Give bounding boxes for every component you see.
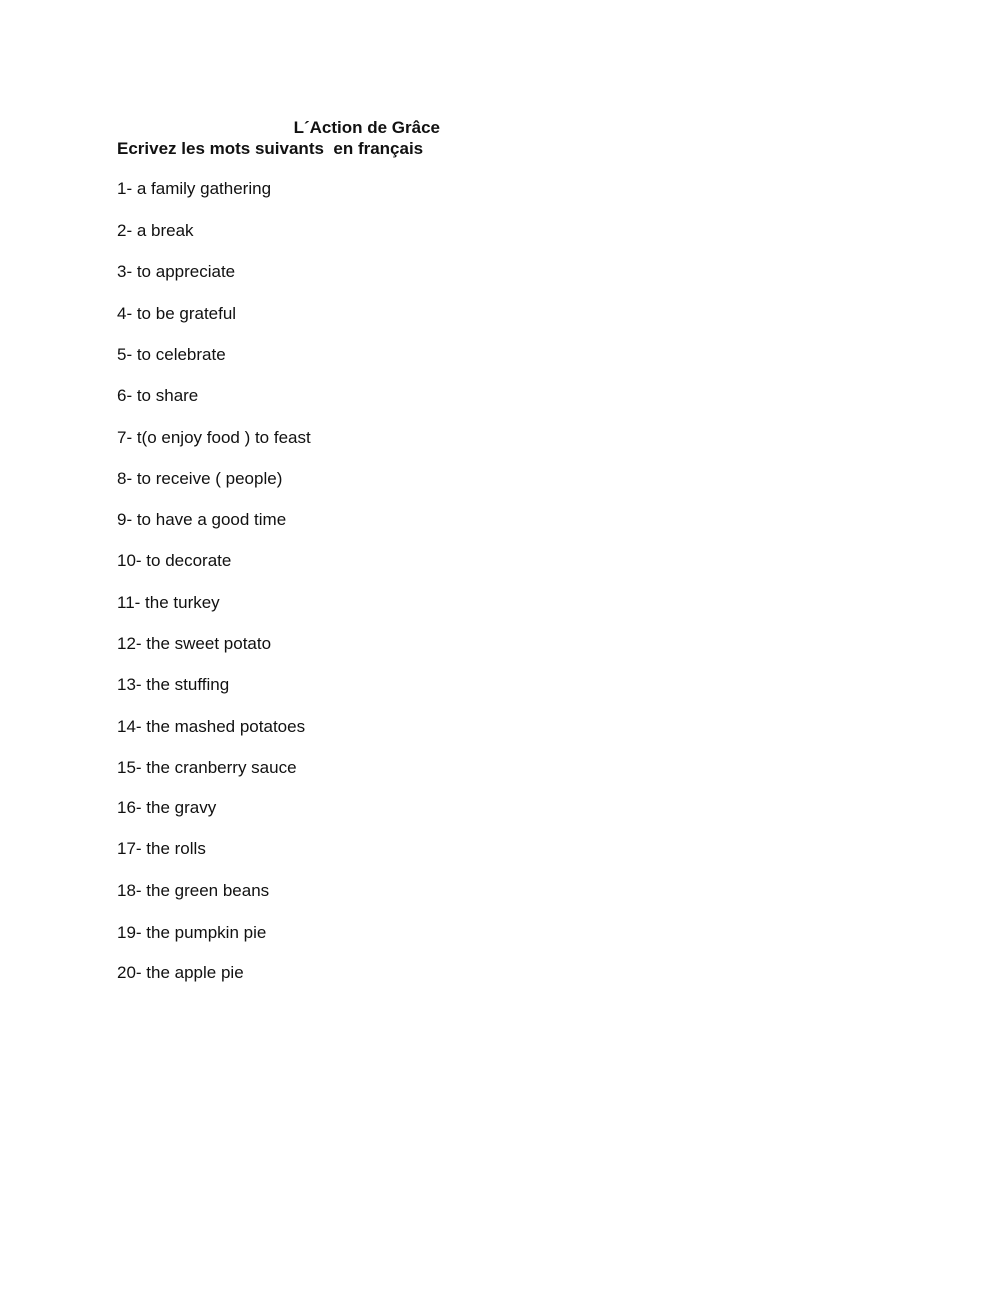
instruction-text: Ecrivez les mots suivants en français (117, 139, 424, 158)
list-item: 5- to celebrate (117, 345, 226, 364)
list-item: 14- the mashed potatoes (117, 717, 306, 736)
list-item: 17- the rolls (117, 839, 206, 858)
list-item: 8- to receive ( people) (117, 469, 283, 488)
list-item: 3- to appreciate (117, 262, 236, 281)
page-title: L´Action de Grâce (293, 118, 440, 137)
list-item: 20- the apple pie (117, 963, 244, 982)
list-item: 19- the pumpkin pie (117, 923, 267, 942)
list-item: 4- to be grateful (117, 304, 237, 323)
list-item: 1- a family gathering (117, 179, 272, 198)
list-item: 16- the gravy (117, 798, 217, 817)
list-item: 2- a break (117, 221, 194, 240)
list-item: 9- to have a good time (117, 510, 287, 529)
vocabulary-list (117, 0, 717, 1291)
list-item: 10- to decorate (117, 551, 232, 570)
list-item: 12- the sweet potato (117, 634, 272, 653)
list-item: 13- the stuffing (117, 675, 230, 694)
list-item: 18- the green beans (117, 881, 270, 900)
list-item: 7- t(o enjoy food ) to feast (117, 428, 311, 447)
list-item: 15- the cranberry sauce (117, 758, 297, 777)
list-item: 6- to share (117, 386, 199, 405)
list-item: 11- the turkey (117, 593, 220, 612)
